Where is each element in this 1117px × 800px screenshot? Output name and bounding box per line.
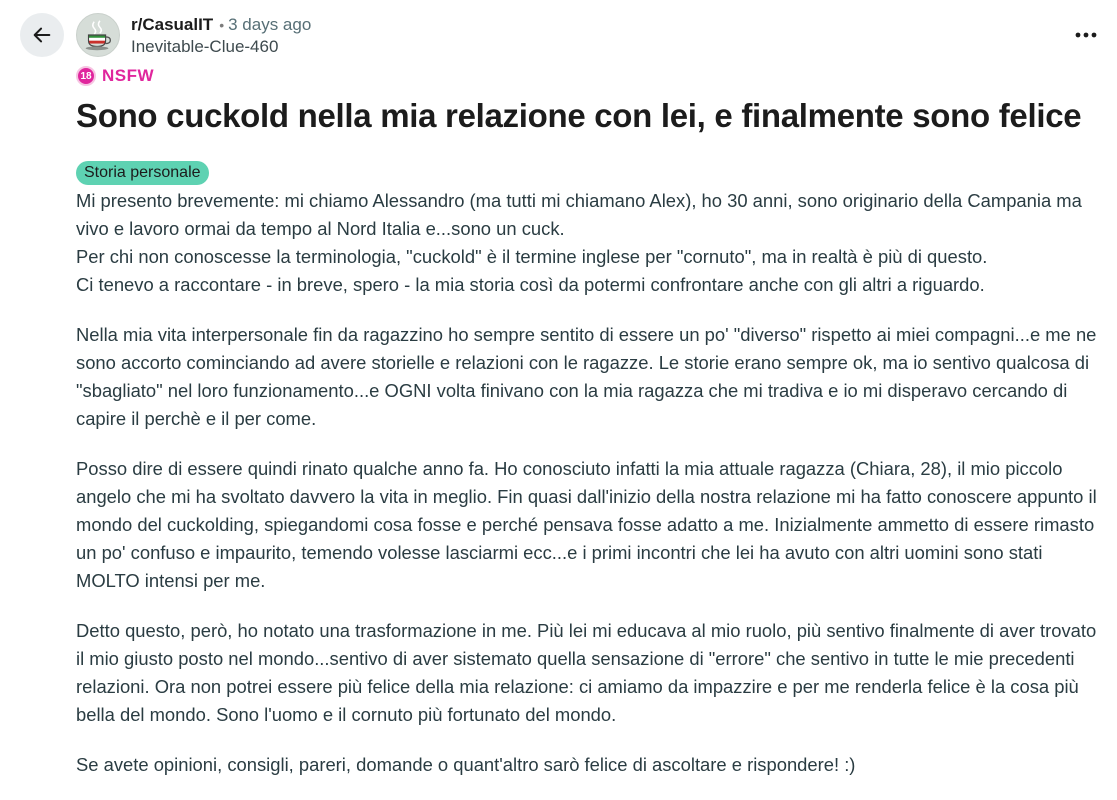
body-line: Per chi non conoscesse la terminologia, "cuckold" è il termine inglese per "cornuto", ma in realtà è più di questo. (76, 246, 988, 267)
body-paragraph (76, 751, 1106, 779)
body-line: Ci tenevo a raccontare - in breve, spero - la mia storia così da potermi confrontare anche con gli altri a riguardo. (76, 274, 985, 295)
coffee-cup-icon (79, 16, 117, 54)
post-flair[interactable]: Storia personale (76, 161, 209, 185)
body-paragraph (76, 455, 1106, 595)
body-paragraph (76, 187, 1106, 299)
body-paragraph (76, 321, 1106, 433)
body-line: Posso dire di essere quindi rinato qualche anno fa. Ho conosciuto infatti la mia attuale ragazza (Chiara, 28), il mio piccolo angelo che mi ha svoltato davvero la vita in meglio. Fin quasi dall'inizio della nostra relazione mi ha fatto conoscere appunto il mondo del cuckolding, spiegandomi cosa fosse e perché pensava fosse adatto a me. Inizialmente ammetto di essere rimasto un po' confuso e impaurito, temendo volesse lasciarmi ecc...e i primi incontri che lei ha avuto con altri uomini sono stati MOLTO intensi per me. (76, 458, 1097, 591)
subreddit-link[interactable]: r/CasualIT (131, 15, 214, 34)
post-body (76, 187, 1106, 800)
more-options-button[interactable] (1073, 22, 1099, 48)
body-line: Se avete opinioni, consigli, pareri, domande o quant'altro sarò felice di ascoltare e rispondere! :) (76, 754, 856, 775)
more-horizontal-icon (1075, 32, 1097, 38)
post-meta (131, 14, 311, 58)
nsfw-tag (76, 66, 154, 86)
arrow-left-icon (31, 24, 53, 46)
body-paragraph (76, 617, 1106, 729)
body-line: Nella mia vita interpersonale fin da ragazzino ho sempre sentito di essere un po' "diverso" rispetto ai miei compagni...e me ne sono accorto cominciando ad avere storielle e relazioni con le ragazze. Le storie erano sempre ok, ma io sentivo qualcosa di "sbagliato" nel loro funzionamento...e OGNI volta finivano con la mia ragazza che mi tradiva e io mi disperavo cercando di capire il perchè e il per come. (76, 324, 1097, 429)
back-button[interactable] (20, 13, 64, 57)
body-line: Mi presento brevemente: mi chiamo Alessandro (ma tutti mi chiamano Alex), ho 30 anni, sono originario della Campania ma vivo e lavoro ormai da tempo al Nord Italia e...sono un cuck. (76, 190, 1082, 239)
author-link[interactable]: Inevitable-Clue-460 (131, 37, 279, 56)
body-line: Detto questo, però, ho notato una trasformazione in me. Più lei mi educava al mio ruolo, più sentivo finalmente di aver trovato il mio giusto posto nel mondo...sentivo di aver sistemato quella sensazione di "errore" che sentivo in tutte le mie precedenti relazioni. Ora non potrei essere più felice della mia relazione: ci amiamo da impazzire e per me renderla felice è la cosa più bella del mondo. Sono l'uomo e il cornuto più fortunato del mondo. (76, 620, 1097, 725)
nsfw-label: NSFW (102, 66, 155, 85)
nsfw-18-icon: 18 (76, 66, 96, 86)
post-title: Sono cuckold nella mia relazione con lei, e finalmente sono felice (76, 97, 1082, 134)
meta-separator: • (219, 17, 225, 33)
subreddit-avatar[interactable] (76, 13, 120, 57)
post-time: 3 days ago (228, 15, 312, 34)
